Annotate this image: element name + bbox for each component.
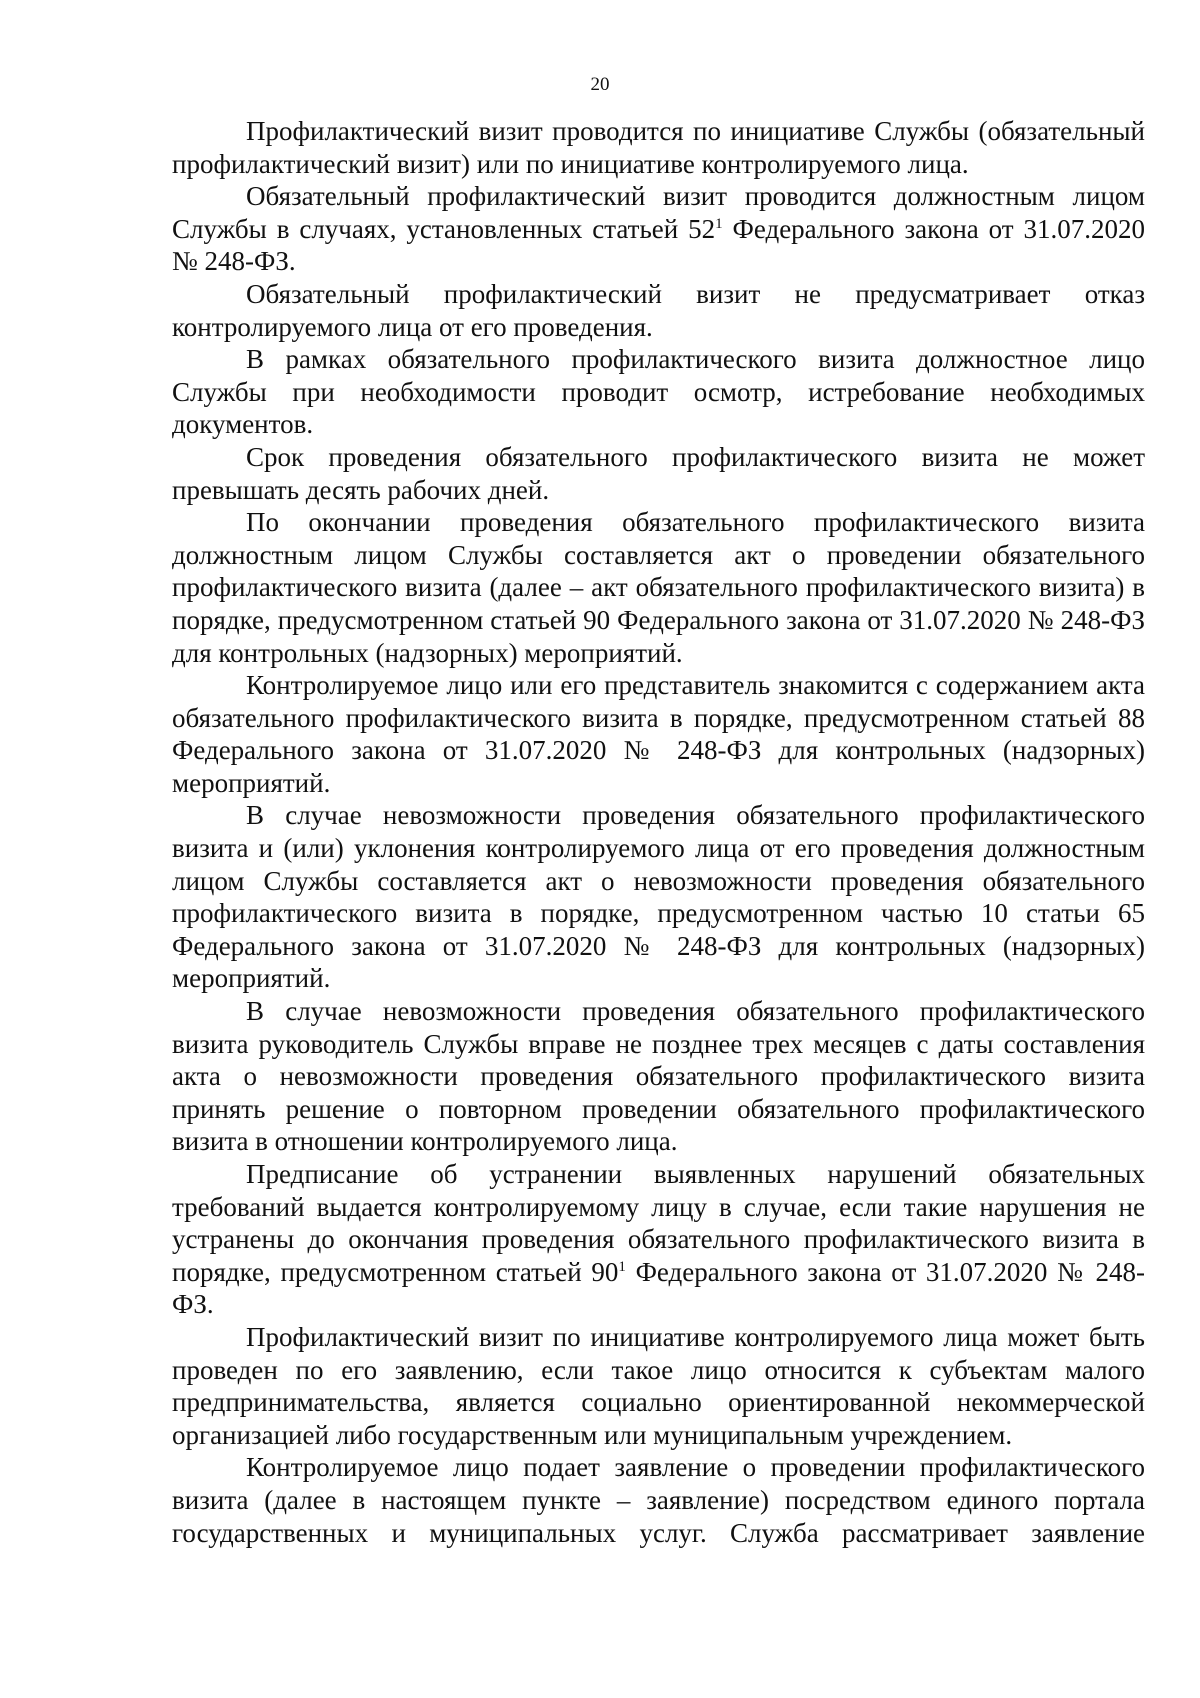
paragraph-12: Контролируемое лицо подает заявление о проведении профилактического визита (далее в настоящем пункте – заявление) посредством единого портала государственных и муниципальных услуг. Служба рассматривает заявление (172, 1452, 1145, 1548)
paragraph-10 (172, 1158, 1145, 1321)
page-number: 20 (590, 74, 610, 95)
paragraph-2 (172, 180, 1145, 278)
paragraph-8: В случае невозможности проведения обязательного профилактического визита и (или) уклонения контролируемого лица от его проведения должностным лицом Службы составляется акт о невозможности проведения обязательного профилактического визита в порядке, предусмотренном частью 10 статьи 65 Федерального закона от 31.07.2020 № 248-ФЗ для контрольных (надзорных) мероприятий. (172, 800, 1145, 994)
paragraph-6: По окончании проведения обязательного профилактического визита должностным лицом Службы составляется акт о проведении обязательного профилактического визита (далее – акт обязательного профилактического визита) в порядке, предусмотренном статьей 90 Федерального закона от 31.07.2020 № 248-ФЗ для контрольных (надзорных) мероприятий. (172, 507, 1145, 668)
paragraph-2-superscript: 1 (715, 215, 723, 232)
paragraph-2-text-before: Обязательный профилактический визит проводится должностным лицом Службы в случаях, установленных статьей 52 (172, 181, 1145, 244)
paragraph-11: Профилактический визит по инициативе контролируемого лица может быть проведен по его заявлению, если такое лицо относится к субъектам малого предпринимательства, является социально ориентированной некоммерческой организацией либо государственным или муниципальным учреждением. (172, 1321, 1145, 1450)
paragraph-5: Срок проведения обязательного профилактического визита не может превышать десять рабочих дней. (172, 441, 1145, 505)
paragraph-1: Профилактический визит проводится по инициативе Службы (обязательный профилактический визит) или по инициативе контролируемого лица. (172, 116, 1145, 179)
paragraph-10-text-before: Предписание об устранении выявленных нарушений обязательных требований выдается контролируемому лицу в случае, если такие нарушения не устранены до окончания проведения обязательного профилактического визита в порядке, предусмотренном статьей 90 (172, 1159, 1145, 1287)
paragraph-4: В рамках обязательного профилактического визита должностное лицо Службы при необходимости проводит осмотр, истребование необходимых документов. (172, 344, 1145, 440)
paragraph-3: Обязательный профилактический визит не предусматривает отказ контролируемого лица от его проведения. (172, 278, 1145, 342)
document-body (172, 115, 1145, 1549)
paragraph-10-text-after: Федерального закона от 31.07.2020 № 248-ФЗ. (172, 1256, 1145, 1320)
paragraph-9: В случае невозможности проведения обязательного профилактического визита руководитель Службы вправе не позднее трех месяцев с даты составления акта о невозможности проведения обязательного профилактического визита принять решение о повторном проведении обязательного профилактического визита в отношении контролируемого лица. (172, 996, 1145, 1157)
paragraph-2-text-after: Федерального закона от 31.07.2020 № 248-ФЗ. (172, 213, 1146, 277)
paragraph-7: Контролируемое лицо или его представитель знакомится с содержанием акта обязательного профилактического визита в порядке, предусмотренном статьей 88 Федерального закона от 31.07.2020 № 248-ФЗ для контрольных (надзорных) мероприятий. (172, 670, 1145, 798)
paragraph-10-superscript: 1 (618, 1258, 626, 1275)
